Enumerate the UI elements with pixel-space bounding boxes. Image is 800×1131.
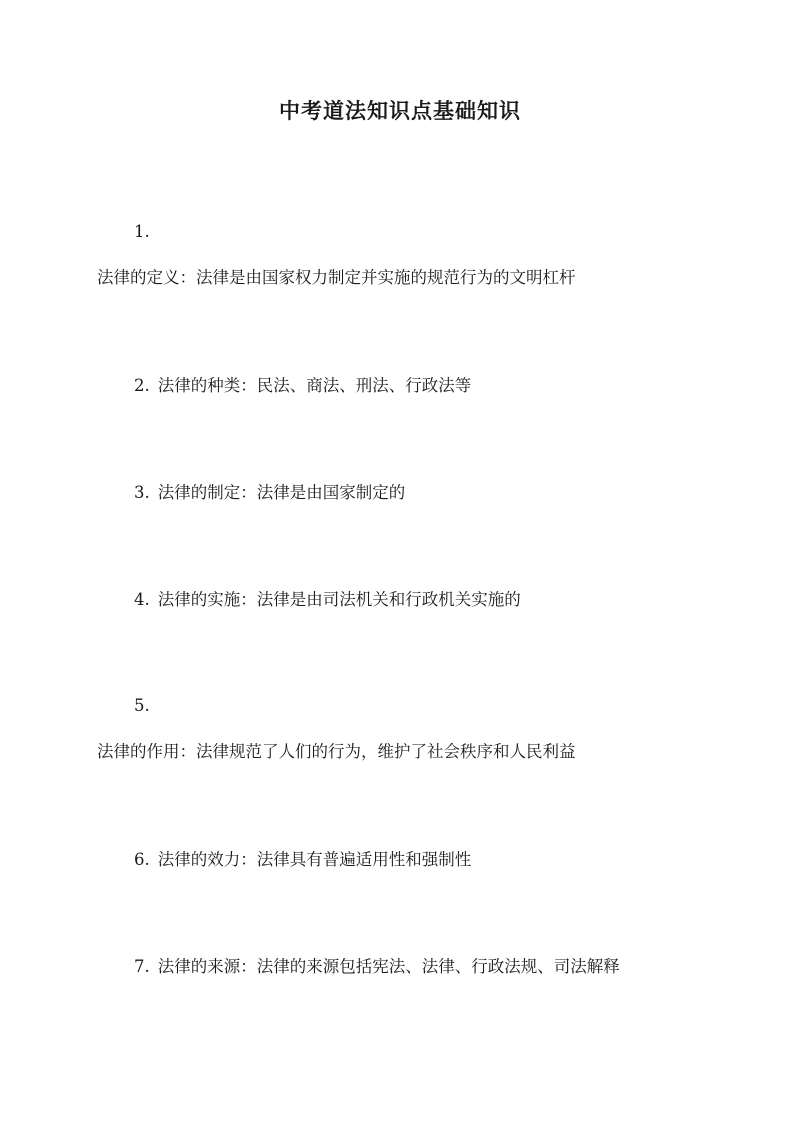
item-7-number: 7.	[134, 957, 150, 976]
item-5-number: 5.	[134, 696, 150, 715]
document-title: 中考道法知识点基础知识	[279, 98, 521, 123]
item-7-text: 法律的来源：法律的来源包括宪法、法律、行政法规、司法解释	[157, 957, 620, 976]
item-4-text: 法律的实施：法律是由司法机关和行政机关实施的	[157, 590, 521, 609]
item-5-text: 法律的作用：法律规范了人们的行为，维护了社会秩序和人民利益	[97, 742, 576, 761]
list-item-6	[134, 848, 471, 872]
list-item-4	[134, 588, 521, 612]
item-3-text: 法律的制定：法律是由国家制定的	[157, 483, 406, 502]
item-1-text: 法律的定义：法律是由国家权力制定并实施的规范行为的文明杠杆	[97, 268, 576, 287]
item-3-number: 3.	[134, 483, 150, 502]
item-1-number: 1.	[134, 222, 150, 241]
item-6-number: 6.	[134, 850, 150, 869]
item-4-number: 4.	[134, 590, 150, 609]
item-6-text: 法律的效力：法律具有普遍适用性和强制性	[157, 850, 472, 869]
item-2-text: 法律的种类：民法、商法、刑法、行政法等	[157, 376, 472, 395]
item-2-number: 2.	[134, 376, 150, 395]
list-item-3	[134, 481, 405, 505]
list-item-7	[134, 955, 620, 979]
list-item-2	[134, 374, 471, 398]
